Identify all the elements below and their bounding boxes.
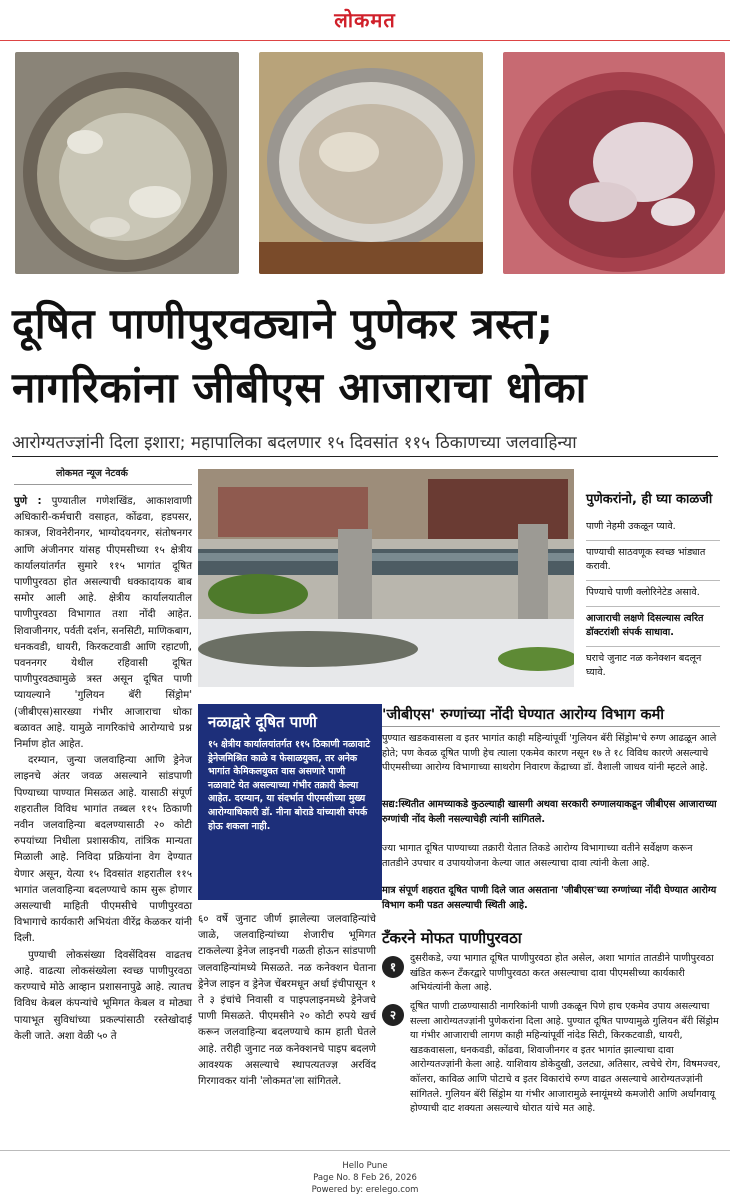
headline-line-2: नागरिकांना जीबीएस आजाराचा धोका [12,363,588,412]
gbs-para-2: सद्य:स्थितीत आमच्याकडे कुठल्याही खासगी अथवा सरकारी रुग्णालयाकडून जीबीएस आजाराच्या रुग्णांची नोंद केली नसल्याचेही त्यांनी सांगितले. [382,799,717,825]
tip-item: पिण्याचे पाणी क्लोरिनेटेड असावे. [586,581,720,607]
photo-drainage-pipe [198,469,574,687]
sidebar-title: नळाद्वारे दूषित पाणी [208,713,317,731]
byline: लोकमत न्यूज नेटवर्क [56,468,128,479]
tanker-para-2: दूषित पाणी टाळण्यासाठी नागरिकांनी पाणी उकळून पिणे हाच एकमेव उपाय असल्याचा सल्ला आरोग्यतज्ज्ञांनी पुणेकरांना दिला आहे. पुण्यात दूषित पाण्यामुळे गुलियन बॅरी सिंड्रोम या गंभीर आजाराची लागण काही महिन्यांपूर्वी नांदेड सिटी, किरकटवाडी, धायरी, खडकवासला, धनकवडी, कोंढवा, शिवाजीनगर व इतर भागांत झाल्याचा दावा आरोग्यतज्ज्ञांनी केला आहे. याशिवाय डोकेदुखी, उलट्या, अतिसार, त्वचेचे रोग, विषमज्वर, कॉलरा, काविळ आणि पोटाचे व इतर विकारांचे रुग्ण वाढत असल्याचे आरोग्यतज्ज्ञांनी सांगितले. गुलियन बॅरी सिंड्रोम या गंभीर आजारामुळे स्नायूंमध्ये कमजोरी आणि अर्धांगवायू होण्याची दाट शक्यता असल्याचे धोरात यांचे मत आहे. [410,1001,721,1115]
para-text: पुण्यातील गणेशखिंड, आकाशवाणी अधिकारी-कर्मचारी वसाहत, कोंढवा, हडपसर, कात्रज, शिवनेरीनगर, भाग्योदयनगर, संतोषनगर आणि अंजीनगर यांसह पीएमसीच्या १५ क्षेत्रीय कार्यालयांतर्गत सुमारे ११५ भागांत दूषित पाणीपुरवठा होत असल्याची धक्कादायक बाब समोर आली आहे. क्षेत्रीय कार्यालयातील पाणीपुरवठा विभागात तशा नोंदी आहेत. शिवाजीनगर, पर्वती दर्शन, सनसिटी, माणिकबाग, धनकवडी, धायरी, किरकटवाडी आणि रहाटणी, पवननगर येथील रहिवासी दूषित पाणीपुरवठ्यामुळे त्रस्त असून दूषित पाणी प्यायल्याने 'गुलियन बॅरी सिंड्रोम' (जीबीएस)सारख्या गंभीर आजाराचा धोका बळावत आहे. यामुळे नागरिकांचे आरोग्याचे प्रश्न निर्माण होत आहेत. [14,496,193,751]
gbs-para-1: पुण्यात खडकवासला व इतर भागांत काही महिन्यांपूर्वी 'गुलियन बॅरी सिंड्रोम'चे रुग्ण आढळून आले होते; पण केवळ दूषित पाणी हेच त्याला एकमेव कारण नसून १७ ते १८ विविध कारणे असल्याचे पीएमसीच्या आरोग्य विभागाच्या साथरोग निवारण केंद्राच्या डॉ. वैशाली जाधव यांनी म्हटले आहे. [382,733,717,774]
main-story-para-3: पुण्याची लोकसंख्या दिवसेंदिवस वाढतच आहे. वाढत्या लोकसंख्येला स्वच्छ पाणीपुरवठा करण्याचे मोठे आव्हान प्रशासनापुढे आहे. त्यातच विविध केबल कंपन्यांचे भूमिगत केबल व मोठ्या पायाभूत सुविधांच्या प्रकल्पांसाठी रस्तेखोदाई केली जाते. अशा वेळी ५० ते [14,949,192,1042]
footer-powered-by: Powered by: erelego.com [311,1185,419,1195]
gbs-para-3: ज्या भागात दूषित पाण्याच्या तक्रारी येतात तिकडे आरोग्य विभागाच्या वतीने सर्वेक्षण करून तातडीने उपचार व उपाययोजना केल्या जात असल्याचा दावा त्यांनी केला आहे. [382,843,693,869]
divider [0,1150,730,1151]
gbs-heading: 'जीबीएस' रुग्णांच्या नोंदी घेण्यात आरोग्य विभाग कमी [382,707,665,723]
gbs-para-4: मात्र संपूर्ण शहरात दूषित पाणी दिले जात असताना 'जीबीएस'च्या रुग्णांच्या नोंदी घेण्यात आरोग्य विभाग कमी पडत असल्याची स्थिती आहे. [382,885,717,911]
dateline: पुणे : [14,496,42,507]
contaminated-water-sidebar [198,704,382,900]
tip-item: आजाराची लक्षणे दिसल्यास त्वरित डॉक्टरांशी संपर्क साधावा. [586,607,720,647]
photo-dirty-water-bowl-2 [259,52,483,274]
tanker-heading: टँकरने मोफत पाणीपुरवठा [382,929,522,947]
main-story-para-1 [14,494,192,753]
divider [382,726,720,727]
tips-title: पुणेकरांनो, ही घ्या काळजी [586,492,713,507]
footer-page-date: Page No. 8 Feb 26, 2026 [313,1173,417,1183]
main-story-continuation: ६० वर्षे जुनाट जीर्ण झालेल्या जलवाहिन्यांचे जाळे, जलवाहिन्यांच्या शेजारीच भूमिगत टाकलेल्या ड्रेनेज लाइनची गळती होऊन सांडपाणी जलवाहिन्यांमध्ये मिसळते. नळ कनेक्शन घेताना ड्रेनेज लाइन व ड्रेनेज चेंबरमधून अर्धा इंचीपासून १ ते ३ इंचांचे निवासी व पाइपलाइनमध्ये ड्रेनेजचे पाणी मिसळते. पीएमसीने २० कोटी रुपये खर्च करून जलवाहिन्या बदलण्याचे काम हाती घेतले आहे. तरीही जुनाट नळ कनेक्शनचे पाइप बदलणे आवश्यक असल्याचे स्थापत्यतज्ज्ञ अरविंद गिरगावकर यांनी 'लोकमत'ला सांगितले. [198,914,376,1088]
tip-item: घराचे जुनाट नळ कनेक्शन बदलून घ्यावे. [586,653,702,678]
lokmat-logo: लोकमत [334,8,396,32]
masthead [0,0,730,41]
tanker-para-1: दुसरीकडे, ज्या भागात दूषित पाणीपुरवठा होत असेल, अशा भागांत तातडीने पाणीपुरवठा खंडित करून टँकरद्वारे पाणीपुरवठा करत असल्याचा दावा पीएमसीच्या कार्यकारी अभियंत्यांनी केला आहे. [410,953,714,994]
divider [12,456,718,457]
headline-line-1: दूषित पाणीपुरवठ्याने पुणेकर त्रस्त; [12,299,554,348]
point-2-badge: २ [382,1004,404,1026]
tip-item: पाणी नेहमी उकळून प्यावे. [586,515,720,541]
main-story-column [14,494,192,1045]
point-1-badge: १ [382,956,404,978]
tip-item: पाण्याची साठवणूक स्वच्छ भांड्यात करावी. [586,541,720,581]
tips-panel [586,491,720,686]
sidebar-body: १५ क्षेत्रीय कार्यालयांतर्गत ११५ ठिकाणी नळावाटे ड्रेनेजमिश्रित काळे व फेसाळयुक्त, तर अनेक भागांत केमिकलयुक्त वास असणारे पाणी नळावाटे येत असल्याच्या गंभीर तक्रारी केल्या आहेत. दरम्यान, या संदर्भात पीएमसीच्या मुख्य आरोग्याधिकारी डॉ. नीना बोराडे यांच्याशी संपर्क होऊ शकला नाही. [208,739,370,832]
photo-dirty-water-bowl-1 [15,52,239,274]
photo-dirty-water-bowl-3 [503,52,725,274]
footer-publication: Hello Pune [342,1161,388,1171]
main-story-para-2: दरम्यान, जुन्या जलवाहिन्या आणि ड्रेनेज लाइनचे अंतर जवळ असल्याने सांडपाणी पिण्याच्या पाण्यात मिसळत आहे. यासाठी संपूर्ण शहरातील विविध भागांत तब्बल ११५ ठिकाणी नवीन जलवाहिन्या बदलण्यासाठी २० कोटी रुपयांच्या निधीला प्रशासकीय, तांत्रिक मान्यता मिळाली आहे. निविदा प्रक्रियांना वेग देण्यात येणार असून, येत्या १५ दिवसांत शहरातील ११५ भागांत जलवाहिन्या बदलण्याचे काम सुरू होणार असल्याची माहिती पीएमसीचे पाणीपुरवठा विभागाचे कार्यकारी अभियंता वीरेंद्र केळकर यांनी दिली. [14,755,192,945]
divider [14,484,192,485]
subheadline: आरोग्यतज्ज्ञांनी दिला इशारा; महापालिका बदलणार १५ दिवसांत ११५ ठिकाणच्या जलवाहिन्या [12,433,577,453]
